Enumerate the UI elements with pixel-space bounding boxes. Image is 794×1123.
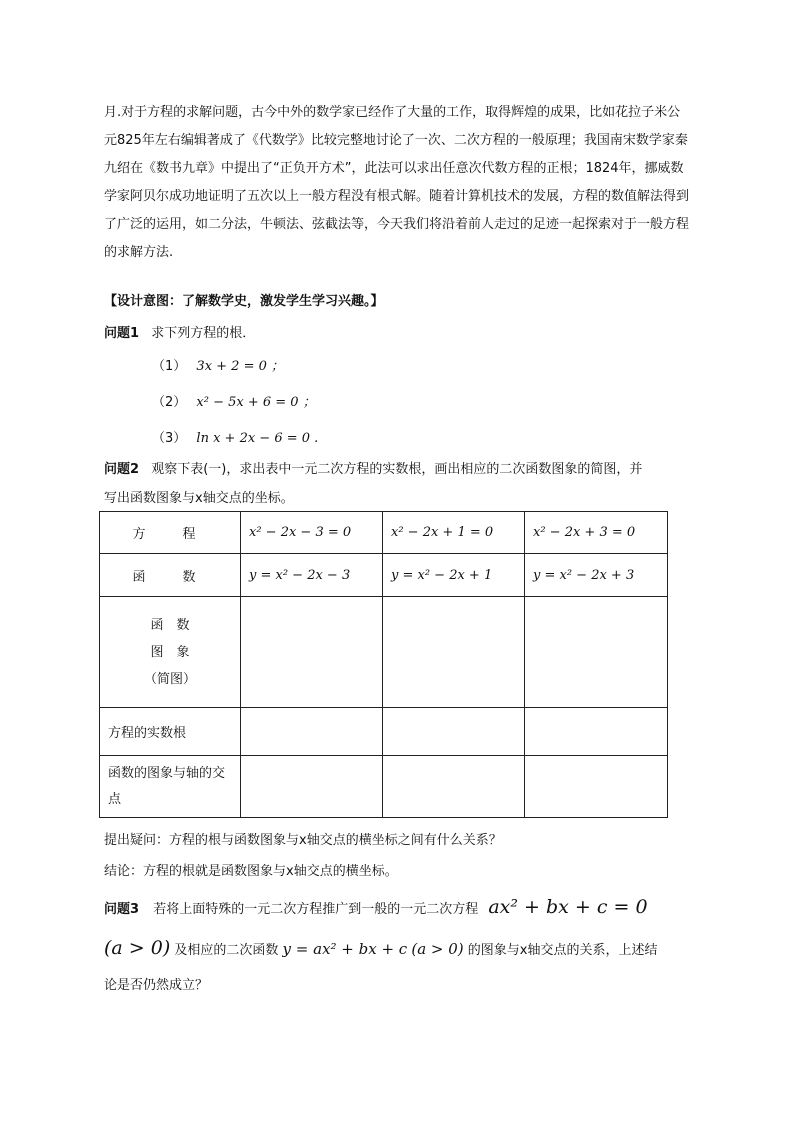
function-cell-3: y = x² − 2x + 3	[525, 554, 668, 597]
equation-cell-3: x² − 2x + 3 = 0	[525, 512, 668, 554]
roots-cell-1	[241, 708, 383, 756]
question-1-label: 问题1	[104, 326, 140, 341]
graph-cell-1	[241, 597, 383, 708]
table-row-equations	[100, 512, 668, 554]
question-1-text: 求下列方程的根．	[151, 326, 256, 341]
question-3-equation: ax² + bx + c = 0	[488, 896, 648, 918]
question-3-text2: 及相应的二次函数	[174, 943, 279, 958]
graph-label-line2: 图 象	[150, 644, 190, 660]
function-cell-2: y = x² − 2x + 1	[383, 554, 525, 597]
q1-item-1-number: （1）	[152, 359, 187, 374]
question-3-text1: 若将上面特殊的一元二次方程推广到一般的一元二次方程	[153, 902, 479, 917]
intro-paragraph: 月.对于方程的求解问题，古今中外的数学家已经作了大量的工作，取得辉煌的成果，比如花拉子米公元825年左右编辑著成了《代数学》比较完整地讨论了一次、二次方程的一般原理；我国南宋数学家秦九绍在《数书九章》中提出了“正负开方术”，此法可以求出任意次代数方程的正根；1824年，挪威数学家阿贝尔成功地证明了五次以上一般方程没有根式解。随着计算机技术的发展，方程的数值解法得到了广泛的运用，如二分法，牛顿法、弦截法等，今天我们将沿着前人走过的足迹一起探索对于一般方程的求解方法.	[104, 105, 690, 260]
question-3-function: y = ax² + bx + c	[282, 940, 408, 958]
equation-cell-2: x² − 2x + 1 = 0	[383, 512, 525, 554]
conclusion: 结论：方程的根就是函数图象与x轴交点的横坐标。	[104, 864, 398, 879]
q1-item-2	[152, 391, 316, 410]
table-row-graphs	[100, 597, 668, 708]
question-1	[104, 322, 255, 341]
row-label-function: 函 数	[100, 554, 241, 597]
roots-cell-2	[383, 708, 525, 756]
row-label-roots: 方程的实数根	[100, 708, 241, 756]
table-row-roots	[100, 708, 668, 756]
question-2-text-line1: 观察下表(一)，求出表中一元二次方程的实数根，画出相应的二次函数图象的简图，并	[151, 462, 643, 477]
q1-item-3-number: （3）	[152, 431, 187, 446]
intersection-cell-2	[383, 756, 525, 818]
q1-item-1	[152, 355, 284, 374]
graph-cell-3	[525, 597, 668, 708]
design-intent: 【设计意图：了解数学史，激发学生学习兴趣。】	[104, 294, 384, 309]
roots-cell-3	[525, 708, 668, 756]
q1-item-2-equation: x² − 5x + 6 = 0 ；	[196, 395, 316, 410]
question-3-text4: 论是否仍然成立？	[104, 978, 209, 993]
q1-item-3	[152, 427, 318, 446]
row-label-equation: 方 程	[100, 512, 241, 554]
equation-function-table	[99, 511, 668, 818]
graph-label-line1: 函 数	[150, 617, 190, 633]
equation-cell-1: x² − 2x − 3 = 0	[241, 512, 383, 554]
intersection-cell-1	[241, 756, 383, 818]
question-3-line1	[104, 896, 648, 918]
question-3-condition-2: (a > 0)	[411, 940, 464, 958]
row-label-graph	[100, 597, 241, 708]
question-2-label: 问题2	[104, 462, 140, 477]
function-cell-1: y = x² − 2x − 3	[241, 554, 383, 597]
table-row-functions	[100, 554, 668, 597]
q1-item-2-number: （2）	[152, 395, 187, 410]
intersection-cell-3	[525, 756, 668, 818]
table-row-intersections	[100, 756, 668, 818]
row-label-intersection: 函数的图象与轴的交点	[100, 756, 241, 818]
question-2-text-line2: 写出函数图象与x轴交点的坐标。	[104, 491, 294, 506]
graph-cell-2	[383, 597, 525, 708]
question-raised: 提出疑问：方程的根与函数图象与x轴交点的横坐标之间有什么关系？	[104, 833, 502, 848]
question-3-label: 问题3	[104, 902, 140, 917]
question-2	[104, 458, 642, 477]
q1-item-1-equation: 3x + 2 = 0 ；	[196, 359, 285, 374]
graph-label-line3: （简图）	[143, 671, 196, 687]
q1-item-3-equation: ln x + 2x − 6 = 0 .	[196, 431, 319, 446]
question-3-line2	[104, 937, 658, 959]
question-3-text3: 的图象与x轴交点的关系，上述结	[467, 943, 658, 958]
question-3-condition-1: (a > 0)	[104, 937, 171, 959]
